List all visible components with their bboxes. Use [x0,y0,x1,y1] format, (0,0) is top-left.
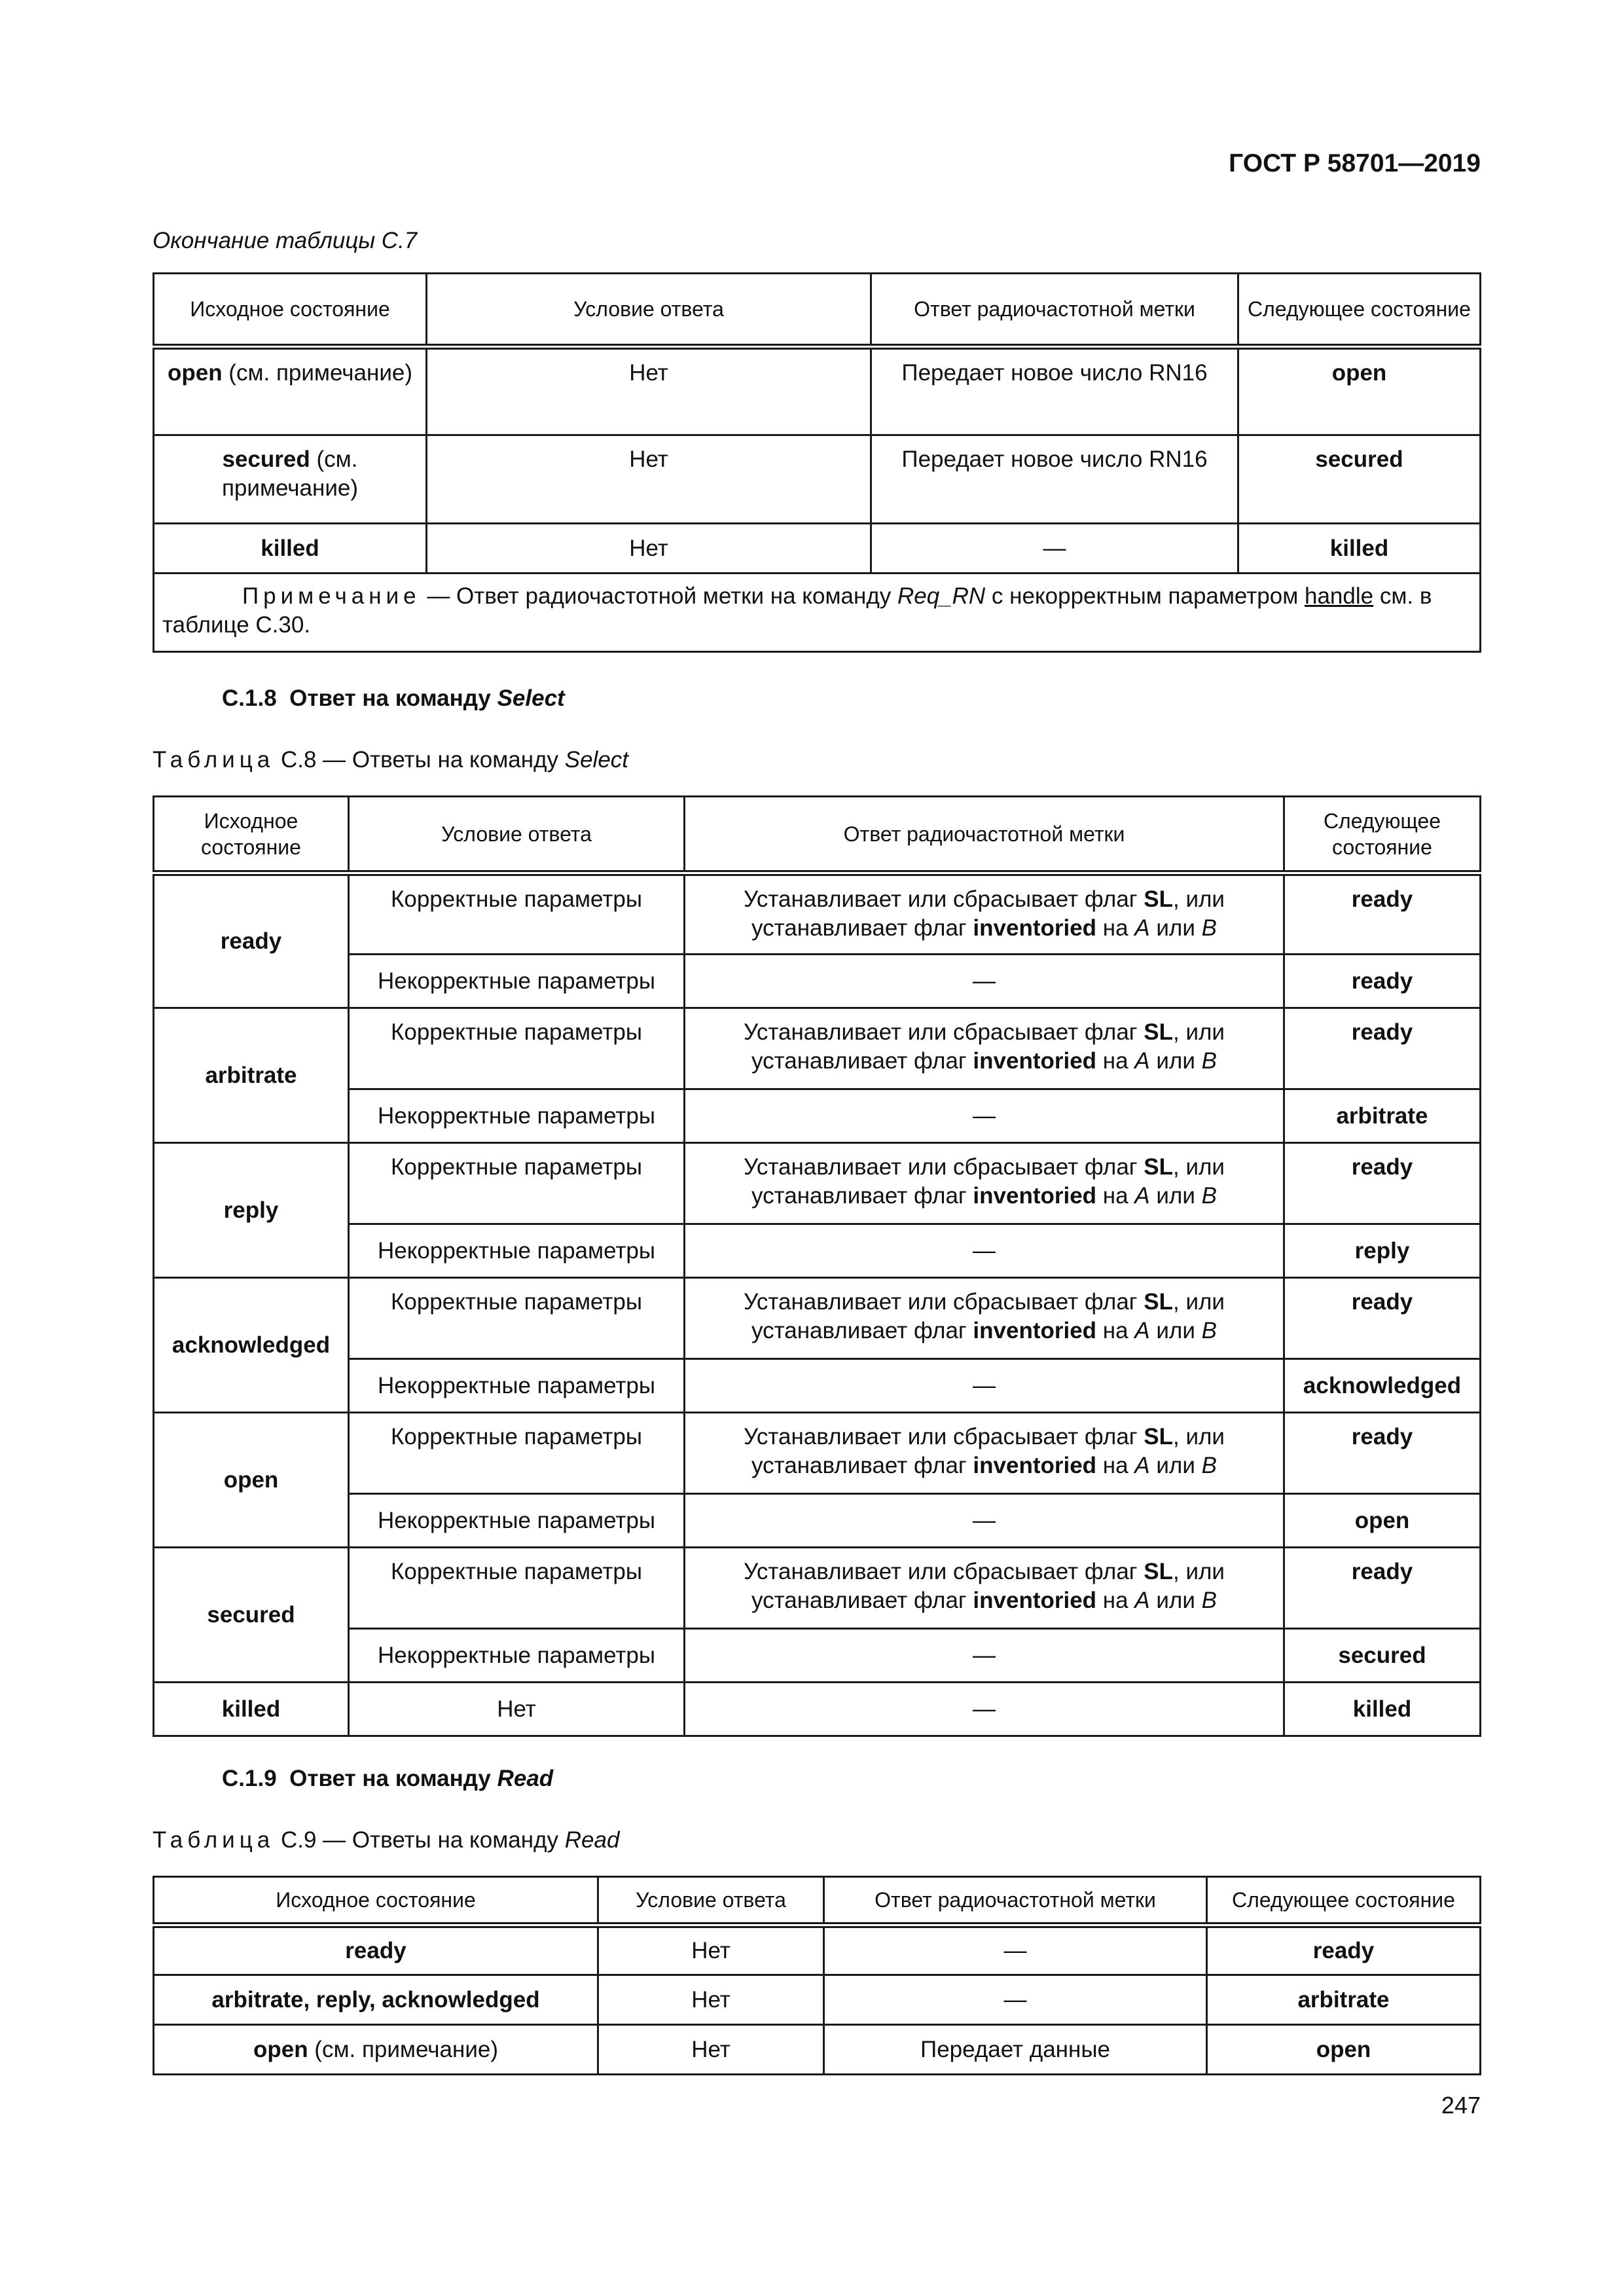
next-state-cell: acknowledged [1284,1359,1481,1413]
table-row [154,1278,1481,1359]
state-cell: acknowledged [154,1278,349,1413]
state-cell: arbitrate, reply, acknowledged [154,1975,598,2025]
next-state-cell: ready [1284,873,1481,955]
page-header: ГОСТ Р 58701—2019 [1229,149,1481,177]
condition-cell: Некорректные параметры [349,1494,685,1548]
table-row [154,1975,1481,2025]
state-cell: open (см. примечание) [154,2025,598,2075]
next-state-cell: open [1284,1494,1481,1548]
next-state-cell: reply [1284,1224,1481,1278]
response-cell: Устанавливает или сбрасывает флаг SL, или устанавливает флаг inventoried на А или В [685,1008,1284,1089]
condition-cell: Некорректные параметры [349,1224,685,1278]
state-cell: secured (см. примечание) [154,435,427,524]
next-state-cell: open [1238,347,1481,435]
condition-cell: Нет [598,1925,824,1975]
table-c8 [153,795,1481,1737]
response-cell: — [685,1629,1284,1683]
condition-cell: Корректные параметры [349,1143,685,1224]
table-c7 [153,272,1481,653]
response-cell: — [871,524,1238,574]
header-response: Ответ радиочастотной метки [871,274,1238,347]
table-note: Примечание — Ответ радиочастотной метки на команду Req_RN с некорректным параметром handle см. в таблице С.30. [154,574,1481,652]
condition-cell: Некорректные параметры [349,1089,685,1143]
condition-cell: Корректные параметры [349,1008,685,1089]
header-next-state: Следующее состояние [1284,797,1481,873]
next-state-cell: ready [1284,1008,1481,1089]
condition-cell: Нет [427,524,871,574]
condition-cell: Некорректные параметры [349,955,685,1008]
condition-cell: Корректные параметры [349,1278,685,1359]
table-row [154,1089,1481,1143]
table-row [154,435,1481,524]
header-response: Ответ радиочастотной метки [824,1877,1207,1925]
section-heading-c19: С.1.9 Ответ на команду Read [222,1766,554,1791]
table-row [154,1359,1481,1413]
table-row [154,955,1481,1008]
response-cell: Устанавливает или сбрасывает флаг SL, или устанавливает флаг inventoried на А или В [685,1413,1284,1494]
state-cell: killed [154,524,427,574]
condition-cell: Нет [598,1975,824,2025]
response-cell: — [685,1089,1284,1143]
table-row [154,2025,1481,2075]
header-next-state: Следующее состояние [1207,1877,1481,1925]
response-cell: Передает новое число RN16 [871,435,1238,524]
table-note-row [154,574,1481,652]
table-c8-caption: Таблица С.8 — Ответы на команду Select [153,747,629,773]
state-cell: open [154,1413,349,1548]
table-row [154,347,1481,435]
next-state-cell: ready [1284,1278,1481,1359]
header-initial-state: Исходное состояние [154,797,349,873]
response-cell: — [824,1975,1207,2025]
next-state-cell: open [1207,2025,1481,2075]
response-cell: Устанавливает или сбрасывает флаг SL, или устанавливает флаг inventoried на А или В [685,1143,1284,1224]
next-state-cell: killed [1238,524,1481,574]
response-cell: Устанавливает или сбрасывает флаг SL, или устанавливает флаг inventoried на А или В [685,873,1284,955]
header-condition: Условие ответа [349,797,685,873]
response-cell: — [685,1359,1284,1413]
table-row [154,1413,1481,1494]
response-cell: — [824,1925,1207,1975]
table-row [154,1008,1481,1089]
state-cell: secured [154,1548,349,1683]
header-condition: Условие ответа [598,1877,824,1925]
condition-cell: Корректные параметры [349,873,685,955]
state-cell: open (см. примечание) [154,347,427,435]
condition-cell: Нет [427,435,871,524]
table-row [154,1925,1481,1975]
table-row [154,1143,1481,1224]
condition-cell: Корректные параметры [349,1413,685,1494]
state-cell: arbitrate [154,1008,349,1143]
response-cell: — [685,1494,1284,1548]
table-row [154,524,1481,574]
response-cell: Устанавливает или сбрасывает флаг SL, или устанавливает флаг inventoried на А или В [685,1548,1284,1629]
next-state-cell: ready [1284,1143,1481,1224]
condition-cell: Корректные параметры [349,1548,685,1629]
condition-cell: Некорректные параметры [349,1629,685,1683]
next-state-cell: secured [1238,435,1481,524]
page-number: 247 [1441,2092,1481,2119]
next-state-cell: killed [1284,1683,1481,1736]
header-response: Ответ радиочастотной метки [685,797,1284,873]
condition-cell: Нет [349,1683,685,1736]
response-cell: Передает данные [824,2025,1207,2075]
section-heading-c18: С.1.8 Ответ на команду Select [222,685,565,711]
condition-cell: Некорректные параметры [349,1359,685,1413]
condition-cell: Нет [598,2025,824,2075]
next-state-cell: secured [1284,1629,1481,1683]
next-state-cell: arbitrate [1207,1975,1481,2025]
response-cell: Передает новое число RN16 [871,347,1238,435]
response-cell: Устанавливает или сбрасывает флаг SL, или устанавливает флаг inventoried на А или В [685,1278,1284,1359]
next-state-cell: ready [1284,1548,1481,1629]
response-cell: — [685,1224,1284,1278]
table-c9 [153,1876,1481,2075]
table-row [154,873,1481,955]
next-state-cell: arbitrate [1284,1089,1481,1143]
header-initial-state: Исходное состояние [154,1877,598,1925]
condition-cell: Нет [427,347,871,435]
response-cell: — [685,1683,1284,1736]
state-cell: ready [154,1925,598,1975]
next-state-cell: ready [1207,1925,1481,1975]
state-cell: killed [154,1683,349,1736]
next-state-cell: ready [1284,955,1481,1008]
table-row [154,1548,1481,1629]
table-row [154,1224,1481,1278]
state-cell: ready [154,873,349,1008]
table-c7-continuation-caption: Окончание таблицы С.7 [153,228,418,253]
state-cell: reply [154,1143,349,1278]
table-c9-caption: Таблица С.9 — Ответы на команду Read [153,1827,620,1853]
header-condition: Условие ответа [427,274,871,347]
table-row [154,1629,1481,1683]
table-row [154,1683,1481,1736]
response-cell: — [685,955,1284,1008]
next-state-cell: ready [1284,1413,1481,1494]
table-row [154,1494,1481,1548]
header-next-state: Следующее состояние [1238,274,1481,347]
header-initial-state: Исходное состояние [154,274,427,347]
